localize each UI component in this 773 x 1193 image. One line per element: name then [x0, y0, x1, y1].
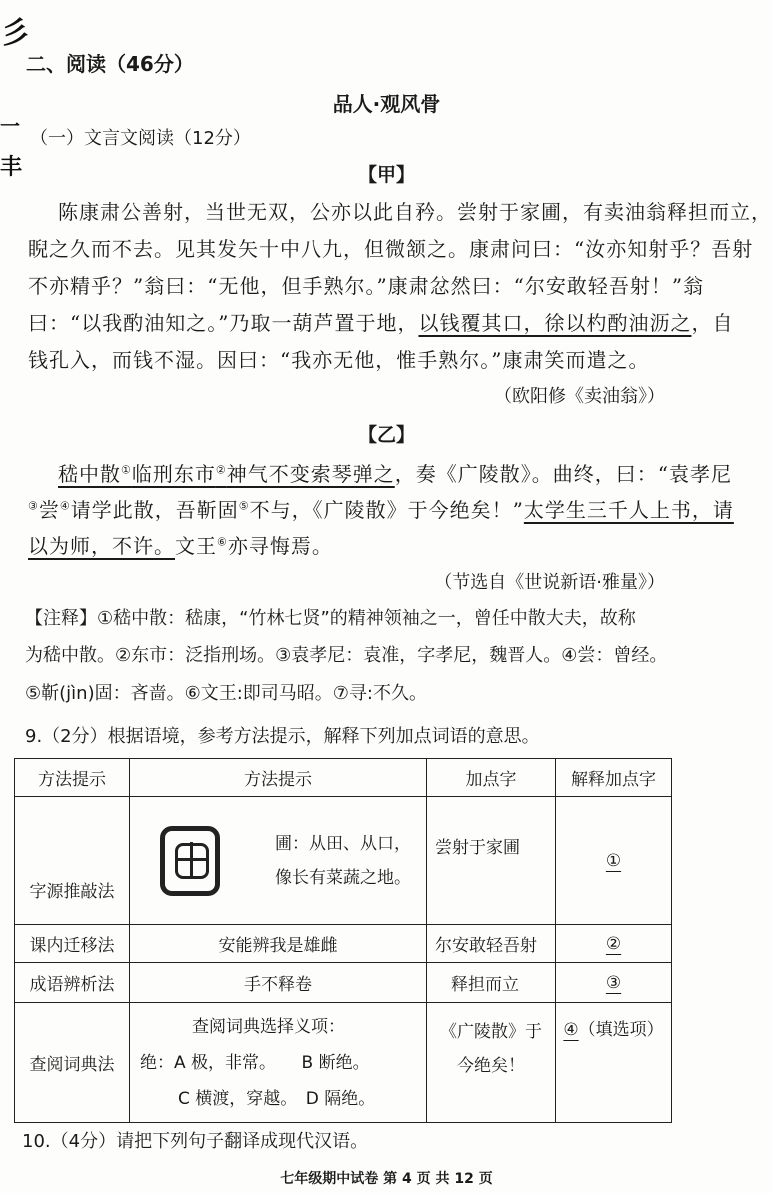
- question-9: 9.（2分）根据语境，参考方法提示，解释下列加点词语的意思。: [25, 726, 540, 747]
- hint-cell: [130, 1003, 427, 1123]
- table-header: 方法提示: [15, 759, 130, 797]
- answer-blank: ①: [556, 797, 672, 925]
- answer-blank: ②: [556, 925, 672, 963]
- yi-line-1: 嵇中散①临刑东市②神气不变索琴弹之，奏《广陵散》。曲终，曰：“袁孝尼: [58, 462, 732, 486]
- underlined-sentence: 太学生三千人上书，请: [523, 498, 734, 522]
- question-10: 10.（4分）请把下列句子翻译成现代汉语。: [22, 1131, 369, 1152]
- hint-cell: 手不释卷: [130, 963, 427, 1003]
- section-title: 二、阅读（46分）: [26, 52, 194, 76]
- jia-line-4: 曰：“以我酌油知之。”乃取一葫芦置于地，以钱覆其口，徐以杓酌油沥之，自: [28, 311, 734, 335]
- annotation-line-3: ⑤靳(jìn)固：吝啬。⑥文王:即司马昭。⑦寻:不久。: [25, 683, 427, 704]
- table-header: 加点字: [427, 759, 556, 797]
- method-cell: 查阅词典法: [15, 1003, 130, 1123]
- answer-blank: ④（填选项）: [556, 1003, 672, 1123]
- table-header: 方法提示: [130, 759, 427, 797]
- jia-line-5: 钱孔入，而钱不湿。因曰：“我亦无他，惟手熟尔。”康肃笑而遣之。: [28, 348, 650, 372]
- yi-line-2: ③尝④请学此散，吾靳固⑤不与，《广陵散》于今绝矣！”太学生三千人上书，请: [28, 498, 734, 522]
- jia-source: （欧阳修《卖油翁》）: [494, 386, 665, 407]
- method-cell: 课内迁移法: [15, 925, 130, 963]
- method-table: [14, 758, 672, 1123]
- sub-section-title: （一）文言文阅读（12分）: [30, 128, 251, 149]
- underlined-sentence: 以钱覆其口，徐以杓酌油沥之: [418, 311, 692, 335]
- word-cell: 释担而立: [427, 963, 556, 1003]
- word-cell: 《广陵散》于 今绝矣！: [427, 1003, 556, 1123]
- page-footer: 七年级期中试卷 第 4 页 共 12 页: [280, 1171, 493, 1187]
- annotation-line-2: 为嵇中散。②东市：泛指刑场。③袁孝尼：袁准，字孝尼，魏晋人。④尝：曾经。: [25, 645, 668, 666]
- hint-cell: [130, 797, 427, 925]
- edge-mark: 丰: [0, 155, 23, 180]
- yi-source: （节选自《世说新语·雅量》）: [434, 572, 665, 593]
- annotation-line-1: 【注释】①嵇中散：嵇康，“竹林七贤”的精神领袖之一，曾任中散大夫，故称: [25, 608, 636, 629]
- answer-blank: ③: [556, 963, 672, 1003]
- underlined-sentence: 嵇中散①临刑东市②神气不变索琴弹之: [58, 462, 395, 486]
- hint-text: 绝：A 极，非常。 B 断绝。: [140, 1052, 370, 1073]
- jia-line-2: 睨之久而不去。见其发矢十中八九，但微颔之。康肃问曰：“汝亦知射乎？吾射: [28, 237, 754, 261]
- word-cell: 尝射于家圃: [427, 797, 556, 925]
- yi-heading: 【乙】: [357, 424, 415, 446]
- hint-text: C 横渡，穿越。 D 隔绝。: [178, 1088, 376, 1109]
- theme-title: 品人·观风骨: [332, 92, 441, 116]
- jia-line-3: 不亦精乎？”翁曰：“无他，但手熟尔。”康肃忿然曰：“尔安敢轻吾射！”翁: [28, 274, 705, 298]
- hint-text: 像长有菜蔬之地。: [275, 867, 411, 888]
- word-cell: 尔安敢轻吾射: [427, 925, 556, 963]
- hint-text: 圃：从田、从口，: [275, 833, 411, 854]
- yi-line-3: 以为师，不许。文王⑥亦寻悔焉。: [28, 534, 333, 558]
- edge-mark: 一: [0, 114, 20, 138]
- table-header: 解释加点字: [556, 759, 672, 797]
- seal-glyph-icon: [160, 826, 220, 896]
- underlined-sentence: 以为师，不许。: [28, 534, 175, 558]
- hint-text: 查阅词典选择义项：: [192, 1016, 345, 1037]
- method-cell: 字源推敲法: [15, 797, 130, 925]
- method-cell: 成语辨析法: [15, 963, 130, 1003]
- edge-mark: 彡: [0, 16, 30, 51]
- hint-cell: 安能辨我是雄雌: [130, 925, 427, 963]
- jia-line-1: 陈康肃公善射，当世无双，公亦以此自矜。尝射于家圃，有卖油翁释担而立，: [58, 200, 772, 224]
- jia-heading: 【甲】: [357, 164, 415, 186]
